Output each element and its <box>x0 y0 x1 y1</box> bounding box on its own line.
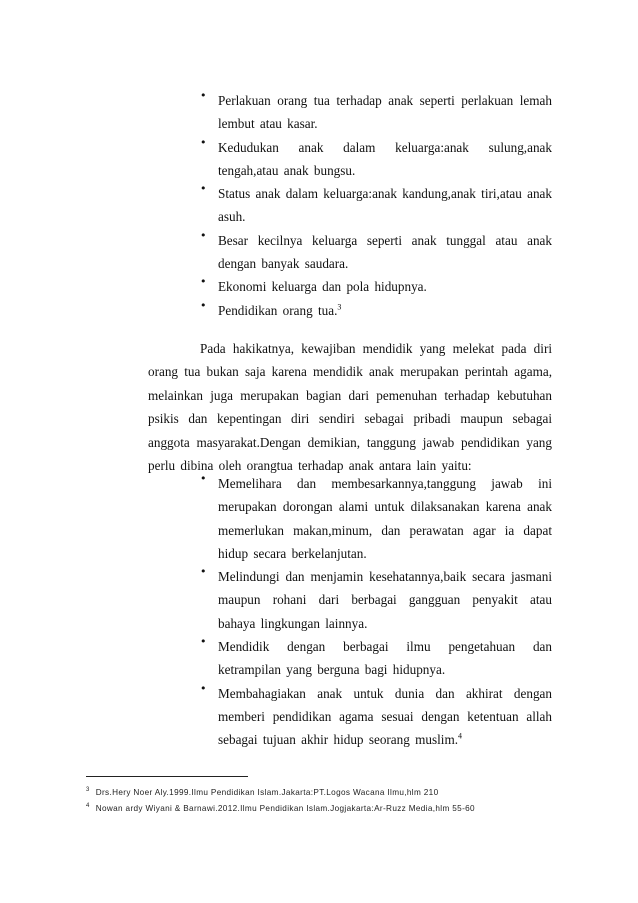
body-paragraph <box>148 337 552 477</box>
list-item-text <box>218 682 552 752</box>
list-item <box>0 229 638 276</box>
bullet-icon: • <box>200 182 207 196</box>
footnote-reference[interactable]: 4 <box>458 731 463 741</box>
list-item-text: Status anak dalam keluarga:anak kandung,anak tiri,atau anak asuh. <box>218 186 552 225</box>
list-item-body: Pendidikan orang tua. <box>218 302 338 318</box>
footnote-text: Drs.Hery Noer Aly.1999.Ilmu Pendidikan Islam.Jakarta:PT.Logos Wacana Ilmu,hlm 210 <box>95 788 439 797</box>
bullet-icon: • <box>200 635 207 649</box>
list-item <box>0 89 638 136</box>
list-item-text: Ekonomi keluarga dan pola hidupnya. <box>218 279 427 295</box>
footnote <box>86 801 606 817</box>
footnotes <box>86 785 606 817</box>
list-item-body: Membahagiakan anak untuk dunia dan akhirat dengan memberi pendidikan agama sesuai dengan ketentuan allah sebagai tujuan akhir hidup seorang muslim. <box>218 685 552 748</box>
bullet-icon: • <box>200 228 207 242</box>
bullet-icon: • <box>200 472 207 485</box>
footnote-divider <box>86 776 248 777</box>
list-item <box>0 275 638 298</box>
list-item-text: Besar kecilnya keluarga seperti anak tunggal atau anak dengan banyak saudara. <box>218 232 552 272</box>
list-item <box>0 182 638 229</box>
bullet-icon: • <box>200 89 207 102</box>
list-item-text: Melindungi dan menjamin kesehatannya,baik secara jasmani maupun rohani dari berbagai gangguan penyakit atau bahaya lingkungan lainnya. <box>218 569 552 631</box>
footnote-reference[interactable]: 3 <box>337 302 342 312</box>
bullet-icon: • <box>200 298 207 312</box>
list-item-text: Mendidik dengan berbagai ilmu pengetahuan dan ketrampilan yang berguna bagi hidupnya. <box>218 639 552 678</box>
paragraph-text: Pada hakikatnya, kewajiban mendidik yang melekat pada diri orang tua bukan saja karena mendidik anak merupakan perintah agama, melainkan juga merupakan bagian dari pemenuhan terhadap kebutuhan psikis dan kepentingan diri sendiri sebagai pribadi maupun sebagai anggota masyarakat.Dengan demikian, tanggung jawab pendidikan yang perlu dibina oleh orangtua terhadap anak antara lain yaitu: <box>148 341 552 474</box>
footnote <box>86 785 606 801</box>
list-item-text: Perlakuan orang tua terhadap anak seperti perlakuan lemah lembut atau kasar. <box>218 93 552 132</box>
bullet-icon: • <box>200 681 207 695</box>
bullet-icon: • <box>200 565 207 579</box>
bullet-icon: • <box>200 275 207 289</box>
list-item <box>0 682 638 752</box>
list-item <box>0 565 638 635</box>
footnote-number: 4 <box>86 803 90 810</box>
footnote-number: 3 <box>86 787 90 794</box>
list-item-text <box>218 299 552 322</box>
bullet-icon: • <box>200 135 207 149</box>
list-item <box>0 299 638 322</box>
list-item-text: Memelihara dan membesarkannya,tanggung jawab ini merupakan dorongan alami untuk dilaksanakan karena anak memerlukan makan,minum, dan perawatan agar ia dapat hidup secara berkelanjutan. <box>218 476 552 561</box>
list-item <box>0 472 638 565</box>
list-item <box>0 136 638 183</box>
list-item-text: Kedudukan anak dalam keluarga:anak sulung,anak tengah,atau anak bungsu. <box>218 139 552 178</box>
footnote-text: Nowan ardy Wiyani & Barnawi.2012.Ilmu Pendidikan Islam.Jogjakarta:Ar-Ruzz Media,hlm 55-60 <box>95 804 475 813</box>
list-item <box>0 635 638 682</box>
responsibility-list <box>0 472 638 752</box>
factor-list <box>0 89 638 322</box>
